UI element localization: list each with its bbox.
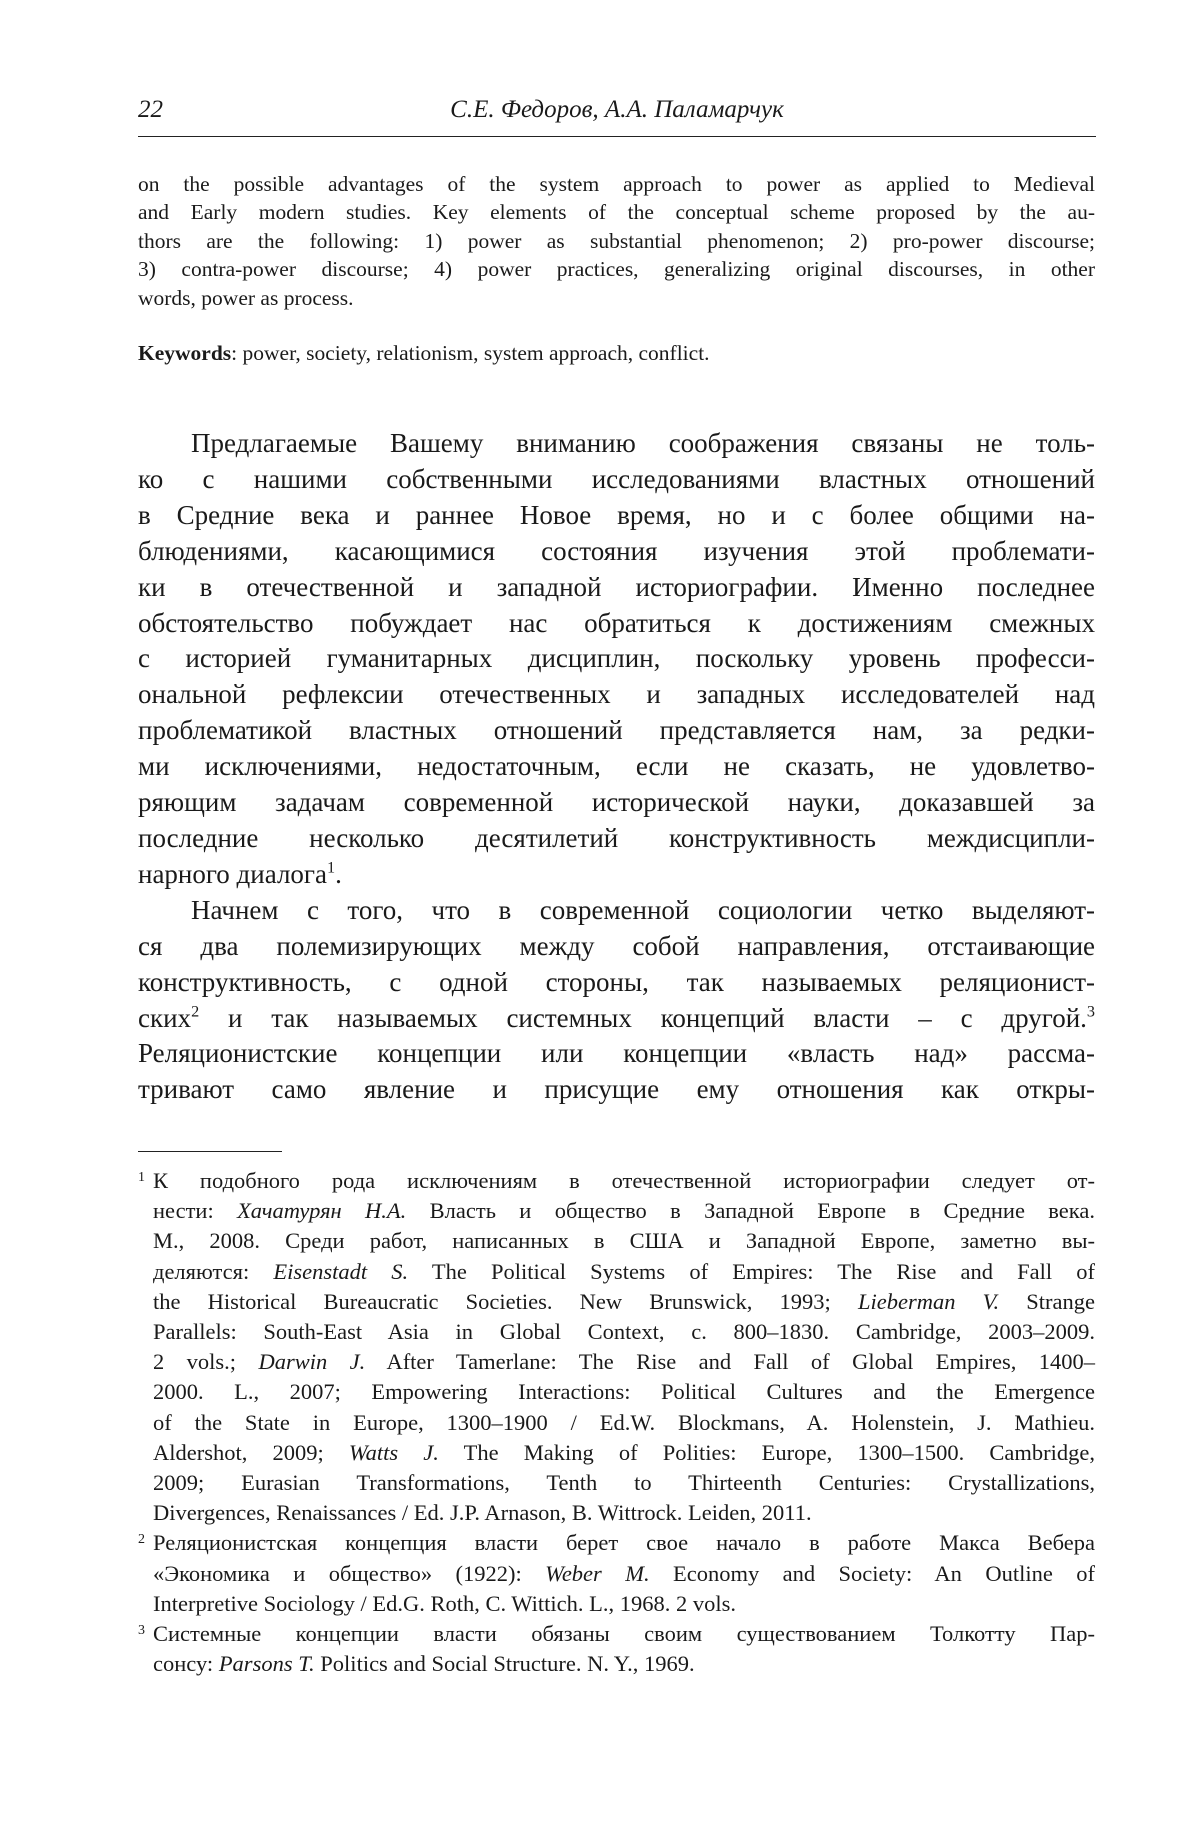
text-run: Власть и общество в Западной Европе в Средние века.	[406, 1198, 1095, 1223]
text-run: Начнем с того, что в современной социологии четко выделяют-	[191, 895, 1095, 925]
text-run: words, power as process.	[138, 286, 354, 310]
text-run: ся два полемизирующих между собой направления, отстаивающие	[138, 931, 1095, 961]
text-run: Parallels: South-East Asia in Global Context, c. 800–1830. Cambridge, 2003–2009.	[153, 1319, 1095, 1344]
text-run: обстоятельство побуждает нас обратиться к достижениям смежных	[138, 608, 1095, 638]
text-run: блюдениями, касающимися состояния изучения этой проблемати-	[138, 536, 1095, 566]
text-run: нарного диалога	[138, 859, 327, 889]
text-line	[138, 606, 1095, 642]
keywords-label: Keywords	[138, 341, 231, 365]
italic-citation: Eisenstadt S.	[273, 1259, 408, 1284]
text-run: After Tamerlane: The Rise and Fall of Global Empires, 1400–	[365, 1349, 1095, 1374]
text-run: the Historical Bureaucratic Societies. New Brunswick, 1993;	[153, 1289, 858, 1314]
text-line	[138, 1559, 1095, 1589]
text-run: ко с нашими собственными исследованиями властных отношений	[138, 464, 1095, 494]
text-run: Системные концепции власти обязаны своим существованием Толкотту Пар-	[153, 1621, 1095, 1646]
text-line	[138, 749, 1095, 785]
text-run: Aldershot, 2009;	[153, 1440, 349, 1465]
text-line	[138, 1317, 1095, 1347]
text-run: Реляционистские концепции или концепции «власть над» рассма-	[138, 1038, 1095, 1068]
text-run: .	[335, 859, 342, 889]
text-run: Interpretive Sociology / Ed.G. Roth, C. Wittich. L., 1968. 2 vols.	[153, 1591, 736, 1616]
text-line	[138, 893, 1095, 929]
text-run: 2000. L., 2007; Empowering Interactions: Political Cultures and the Emergence	[153, 1379, 1095, 1404]
text-line	[138, 713, 1095, 749]
text-line	[138, 929, 1095, 965]
text-line	[138, 1589, 1095, 1619]
text-line	[138, 1257, 1095, 1287]
footnote-reference: 3	[1087, 1002, 1095, 1020]
text-run: 2009; Eurasian Transformations, Tenth to Thirteenth Centuries: Crystallizations,	[153, 1470, 1095, 1495]
text-line	[138, 1468, 1095, 1498]
keywords	[138, 339, 1095, 367]
text-line	[138, 462, 1095, 498]
text-line	[138, 1408, 1095, 1438]
text-run: ми исключениями, недостаточным, если не сказать, не удовлетво-	[138, 751, 1095, 781]
text-line	[138, 1619, 1095, 1649]
footnote-reference: 2	[191, 1002, 199, 1020]
text-line	[138, 821, 1095, 857]
text-line	[138, 857, 1095, 893]
text-run: ки в отечественной и западной историографии. Именно последнее	[138, 572, 1095, 602]
text-run: of the State in Europe, 1300–1900 / Ed.W. Blockmans, A. Holenstein, J. Mathieu.	[153, 1410, 1095, 1435]
text-line	[138, 641, 1095, 677]
text-run: тривают само явление и присущие ему отношения как откры-	[138, 1074, 1095, 1104]
text-run: последние несколько десятилетий конструктивность междисципли-	[138, 823, 1095, 853]
text-line	[138, 1287, 1095, 1317]
text-run: and Early modern studies. Key elements of the conceptual scheme proposed by the au-	[138, 200, 1095, 224]
text-run: Politics and Social Structure. N. Y., 1969.	[315, 1651, 695, 1676]
text-run: с историей гуманитарных дисциплин, поскольку уровень професси-	[138, 643, 1095, 673]
text-line	[138, 1498, 1095, 1528]
text-run: on the possible advantages of the system approach to power as applied to Medieval	[138, 172, 1095, 196]
text-line	[138, 1438, 1095, 1468]
text-line	[138, 426, 1095, 462]
text-line	[138, 1528, 1095, 1558]
text-run: thors are the following: 1) power as substantial phenomenon; 2) pro-power discourse;	[138, 229, 1095, 253]
text-line	[138, 1377, 1095, 1407]
text-line	[138, 1226, 1095, 1256]
text-line	[138, 1166, 1095, 1196]
text-run: Economy and Society: An Outline of	[650, 1561, 1095, 1586]
text-run: ряющим задачам современной исторической науки, доказавшей за	[138, 787, 1095, 817]
text-run: Предлагаемые Вашему вниманию соображения связаны не толь-	[191, 428, 1095, 458]
italic-citation: Darwin J.	[258, 1349, 365, 1374]
text-line	[138, 284, 1095, 312]
italic-citation: Lieberman V.	[858, 1289, 999, 1314]
text-run: в Средние века и раннее Новое время, но и с более общими на-	[138, 500, 1095, 530]
text-run: М., 2008. Среди работ, написанных в США и Западной Европе, заметно вы-	[153, 1228, 1095, 1253]
text-run: 2 vols.;	[153, 1349, 258, 1374]
italic-citation: Хачатурян Н.А.	[237, 1198, 406, 1223]
text-line	[138, 534, 1095, 570]
text-run: The Political Systems of Empires: The Rise and Fall of	[408, 1259, 1095, 1284]
running-header	[138, 96, 1096, 130]
text-line	[138, 170, 1095, 198]
text-line	[138, 570, 1095, 606]
footnote-rule	[138, 1151, 282, 1152]
text-line	[138, 677, 1095, 713]
keywords-text: : power, society, relationism, system approach, conflict.	[231, 341, 709, 365]
text-line	[138, 785, 1095, 821]
text-run: «Экономика и общество» (1922):	[153, 1561, 545, 1586]
italic-citation: Parsons T.	[219, 1651, 315, 1676]
abstract	[138, 170, 1095, 312]
text-line	[138, 1347, 1095, 1377]
text-run: Реляционистская концепция власти берет свое начало в работе Макса Вебера	[153, 1530, 1095, 1555]
footnote-marker: 3	[138, 1616, 145, 1646]
text-line	[138, 1072, 1095, 1108]
text-run: сонсу:	[153, 1651, 219, 1676]
footnotes	[138, 1166, 1095, 1679]
footnote-marker: 2	[138, 1525, 145, 1555]
text-line	[138, 227, 1095, 255]
italic-citation: Weber M.	[545, 1561, 649, 1586]
text-line	[138, 1649, 1095, 1679]
text-line	[138, 965, 1095, 1001]
text-line	[138, 1196, 1095, 1226]
text-run: Strange	[999, 1289, 1095, 1314]
text-run: ских	[138, 1003, 191, 1033]
body-text	[138, 426, 1095, 1108]
text-run: Divergences, Renaissances / Ed. J.P. Arnason, B. Wittrock. Leiden, 2011.	[153, 1500, 812, 1525]
text-line	[138, 255, 1095, 283]
text-run: 3) contra-power discourse; 4) power practices, generalizing original discourses, in other	[138, 257, 1095, 281]
running-title: С.Е. Федоров, А.А. Паламарчук	[138, 96, 1096, 124]
header-rule	[138, 136, 1096, 137]
text-line	[138, 198, 1095, 226]
text-run: ональной рефлексии отечественных и западных исследователей над	[138, 679, 1095, 709]
text-line	[138, 1001, 1095, 1037]
text-run: проблематикой властных отношений представляется нам, за редки-	[138, 715, 1095, 745]
text-run: и так называемых системных концепций власти – с другой.	[199, 1003, 1087, 1033]
text-run: The Making of Polities: Europe, 1300–1500. Cambridge,	[439, 1440, 1095, 1465]
text-run: конструктивность, с одной стороны, так называемых реляционист-	[138, 967, 1095, 997]
page-number: 22	[138, 96, 163, 124]
text-run: нести:	[153, 1198, 237, 1223]
text-line	[138, 1036, 1095, 1072]
italic-citation: Watts J.	[349, 1440, 439, 1465]
footnote-reference: 1	[327, 858, 335, 876]
footnote-marker: 1	[138, 1163, 145, 1193]
text-run: К подобного рода исключениям в отечественной историографии следует от-	[153, 1168, 1095, 1193]
text-line	[138, 498, 1095, 534]
text-run: деляются:	[153, 1259, 273, 1284]
